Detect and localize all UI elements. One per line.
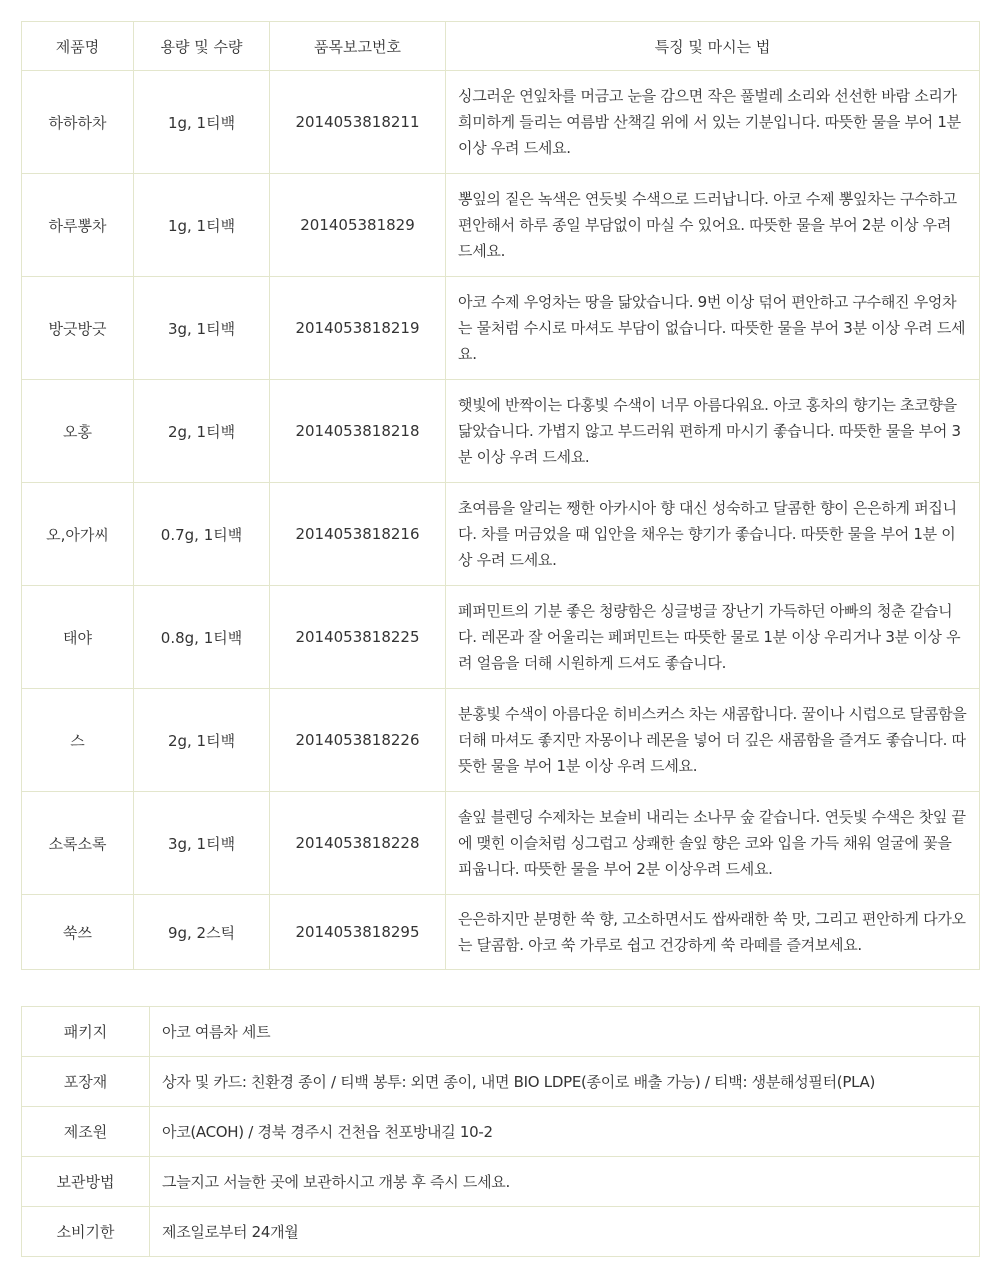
product-name: 태야 (22, 586, 134, 689)
product-name: 오,아가씨 (22, 483, 134, 586)
product-description: 페퍼민트의 기분 좋은 청량함은 싱글벙글 장난기 가득하던 아빠의 청춘 같습니다. 레몬과 잘 어울리는 페퍼민트는 따뜻한 물로 1분 이상 우리거나 3분 이상 우려 얼음을 더해 시원하게 드셔도 좋습니다. (446, 586, 980, 689)
info-value: 제조일로부터 24개월 (150, 1207, 980, 1257)
product-amount: 3g, 1티백 (134, 792, 270, 895)
product-name: 오홍 (22, 380, 134, 483)
product-description: 뽕잎의 짙은 녹색은 연듯빛 수색으로 드러납니다. 아코 수제 뽕잎차는 구수하고 편안해서 하루 종일 부담없이 마실 수 있어요. 따뜻한 물을 부어 2분 이상 우려 드세요. (446, 174, 980, 277)
header-amount: 용량 및 수량 (134, 22, 270, 71)
info-row (22, 1107, 980, 1157)
product-report-number: 201405381829 (270, 174, 446, 277)
product-report-number: 2014053818211 (270, 71, 446, 174)
header-description: 특징 및 마시는 법 (446, 22, 980, 71)
product-report-number: 2014053818225 (270, 586, 446, 689)
product-report-number: 2014053818216 (270, 483, 446, 586)
product-name: 하루뽕차 (22, 174, 134, 277)
product-description: 솔잎 블렌딩 수제차는 보슬비 내리는 소나무 숲 같습니다. 연듯빛 수색은 찻잎 끝에 맺힌 이슬처럼 싱그럽고 상쾌한 솔잎 향은 코와 입을 가득 채워 얼굴에 꽃을 피웁니다. 따뜻한 물을 부어 2분 이상우려 드세요. (446, 792, 980, 895)
info-row (22, 1207, 980, 1257)
product-description: 아코 수제 우엉차는 땅을 닮았습니다. 9번 이상 덖어 편안하고 구수해진 우엉차는 물처럼 수시로 마셔도 부담이 없습니다. 따뜻한 물을 부어 3분 이상 우려 드세요. (446, 277, 980, 380)
info-value: 상자 및 카드: 친환경 종이 / 티백 봉투: 외면 종이, 내면 BIO LDPE(종이로 배출 가능) / 티백: 생분해성필터(PLA) (150, 1057, 980, 1107)
product-name: 쑥쓰 (22, 895, 134, 970)
header-product-name: 제품명 (22, 22, 134, 71)
info-value: 아코 여름차 세트 (150, 1007, 980, 1057)
info-label: 소비기한 (22, 1207, 150, 1257)
product-report-number: 2014053818219 (270, 277, 446, 380)
table-row (22, 689, 980, 792)
product-report-number: 2014053818218 (270, 380, 446, 483)
info-row (22, 1157, 980, 1207)
info-row (22, 1057, 980, 1107)
product-description: 은은하지만 분명한 쑥 향, 고소하면서도 쌉싸래한 쑥 맛, 그리고 편안하게 다가오는 달콤함. 아코 쑥 가루로 쉽고 건강하게 쑥 라떼를 즐겨보세요. (446, 895, 980, 970)
product-name: 하하하차 (22, 71, 134, 174)
product-amount: 0.7g, 1티백 (134, 483, 270, 586)
info-label: 제조원 (22, 1107, 150, 1157)
info-label: 포장재 (22, 1057, 150, 1107)
product-description: 분홍빛 수색이 아름다운 히비스커스 차는 새콤합니다. 꿀이나 시럽으로 달콤함을 더해 마셔도 좋지만 자몽이나 레몬을 넣어 더 깊은 새콤함을 즐겨도 좋습니다. 따뜻한 물을 부어 1분 이상 우려 드세요. (446, 689, 980, 792)
header-report-number: 품목보고번호 (270, 22, 446, 71)
table-row (22, 792, 980, 895)
table-row (22, 277, 980, 380)
product-amount: 2g, 1티백 (134, 689, 270, 792)
product-report-number: 2014053818226 (270, 689, 446, 792)
table-header-row (22, 22, 980, 71)
table-row (22, 586, 980, 689)
package-info-table (21, 1006, 980, 1257)
info-value: 그늘지고 서늘한 곳에 보관하시고 개봉 후 즉시 드세요. (150, 1157, 980, 1207)
table-row (22, 895, 980, 970)
product-description: 햇빛에 반짝이는 다홍빛 수색이 너무 아름다워요. 아코 홍차의 향기는 초코향을 닮았습니다. 가볍지 않고 부드러워 편하게 마시기 좋습니다. 따뜻한 물을 부어 3분 이상 우려 드세요. (446, 380, 980, 483)
product-description: 싱그러운 연잎차를 머금고 눈을 감으면 작은 풀벌레 소리와 선선한 바람 소리가 희미하게 들리는 여름밤 산책길 위에 서 있는 기분입니다. 따뜻한 물을 부어 1분 이상 우려 드세요. (446, 71, 980, 174)
info-value: 아코(ACOH) / 경북 경주시 건천읍 천포방내길 10-2 (150, 1107, 980, 1157)
table-row (22, 71, 980, 174)
product-amount: 0.8g, 1티백 (134, 586, 270, 689)
info-row (22, 1007, 980, 1057)
table-row (22, 380, 980, 483)
product-name: 소록소록 (22, 792, 134, 895)
product-report-number: 2014053818295 (270, 895, 446, 970)
info-label: 보관방법 (22, 1157, 150, 1207)
product-name: 스 (22, 689, 134, 792)
product-table (21, 21, 980, 970)
table-row (22, 483, 980, 586)
product-name: 방긋방긋 (22, 277, 134, 380)
table-row (22, 174, 980, 277)
product-amount: 3g, 1티백 (134, 277, 270, 380)
info-label: 패키지 (22, 1007, 150, 1057)
product-amount: 1g, 1티백 (134, 174, 270, 277)
product-amount: 2g, 1티백 (134, 380, 270, 483)
product-report-number: 2014053818228 (270, 792, 446, 895)
product-amount: 9g, 2스틱 (134, 895, 270, 970)
product-amount: 1g, 1티백 (134, 71, 270, 174)
product-description: 초여름을 알리는 쨍한 아카시아 향 대신 성숙하고 달콤한 향이 은은하게 퍼집니다. 차를 머금었을 때 입안을 채우는 향기가 좋습니다. 따뜻한 물을 부어 1분 이상 우려 드세요. (446, 483, 980, 586)
